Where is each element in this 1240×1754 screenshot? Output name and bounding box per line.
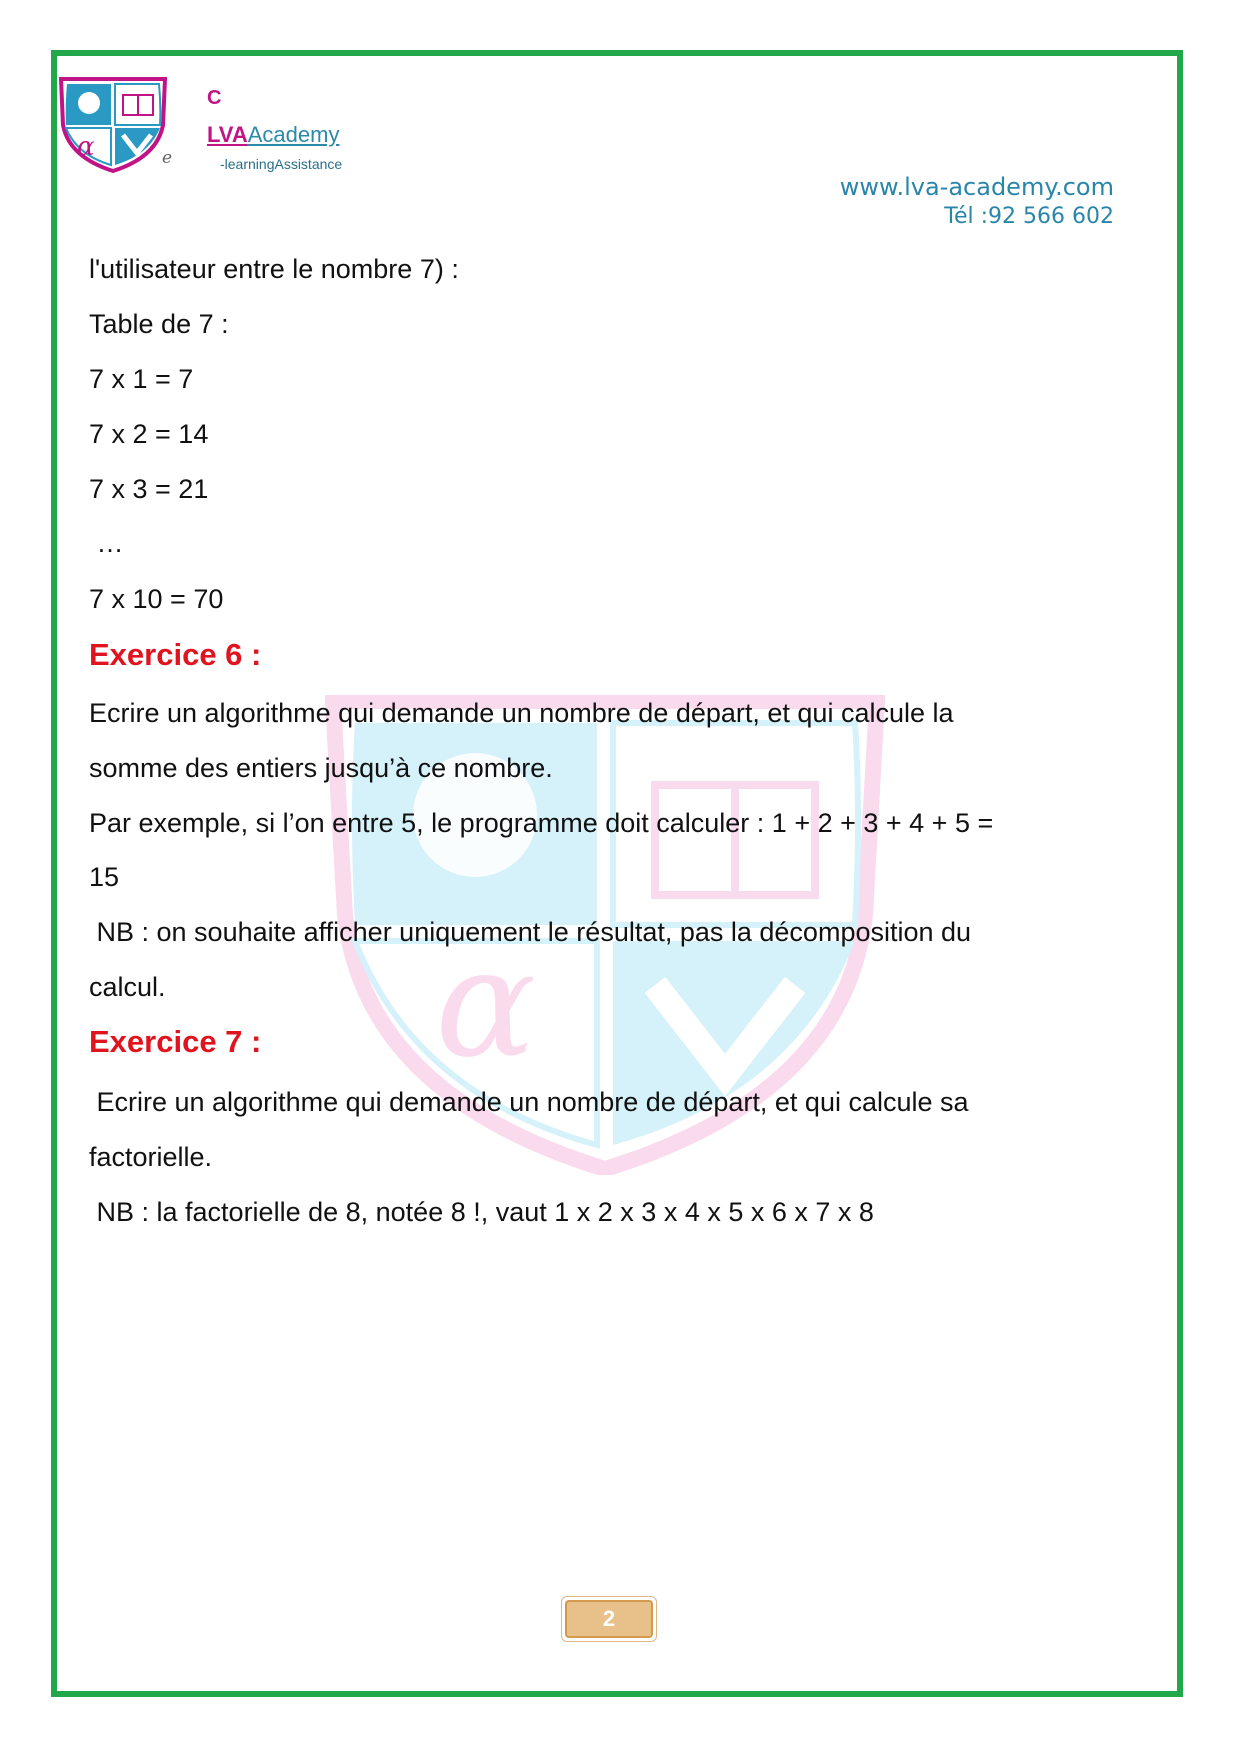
table-row: 7 x 2 = 14 — [89, 419, 209, 449]
page-number: 2 — [565, 1600, 653, 1638]
exercise6-line: calcul. — [89, 972, 166, 1002]
table-row: 7 x 3 = 21 — [89, 474, 209, 504]
phone-number: Tél :92 566 602 — [944, 204, 1114, 229]
exercise7-title: Exercice 7 : — [89, 1024, 262, 1059]
brand-e-letter: e — [162, 148, 173, 168]
brand-name — [207, 122, 339, 148]
website-link[interactable]: www.lva-academy.com — [839, 173, 1114, 201]
exercise7-line: Ecrire un algorithme qui demande un nombre de départ, et qui calcule sa — [89, 1087, 969, 1117]
brand-lva: LVA — [207, 122, 248, 147]
exercise7-line: factorielle. — [89, 1142, 213, 1172]
exercise6-line: Ecrire un algorithme qui demande un nombre de départ, et qui calcule la — [89, 698, 954, 728]
svg-text:α: α — [77, 132, 95, 162]
exercise6-title: Exercice 6 : — [89, 637, 262, 672]
contact-block — [840, 172, 1114, 232]
exercise7-line: NB : la factorielle de 8, notée 8 !, vaut 1 x 2 x 3 x 4 x 5 x 6 x 7 x 8 — [89, 1197, 874, 1227]
table-row: 7 x 10 = 70 — [89, 584, 224, 614]
academy-shield-logo-icon — [57, 75, 169, 173]
table-ellipsis: … — [89, 528, 124, 558]
table-title: Table de 7 : — [89, 309, 229, 339]
brand-academy: Academy — [247, 122, 340, 147]
brand-tagline: -learningAssistance — [220, 156, 343, 172]
svg-text:α: α — [435, 917, 537, 1091]
exercise6-line: Par exemple, si l’on entre 5, le programme doit calculer : 1 + 2 + 3 + 4 + 5 = — [89, 808, 994, 838]
table-row: 7 x 1 = 7 — [89, 364, 194, 394]
intro-line: l'utilisateur entre le nombre 7) : — [89, 254, 459, 284]
exercise6-line: somme des entiers jusqu’à ce nombre. — [89, 753, 553, 783]
exercise6-line: NB : on souhaite afficher uniquement le résultat, pas la décomposition du — [89, 917, 972, 947]
exercise6-line: 15 — [89, 862, 120, 892]
brand-c-letter: C — [207, 87, 222, 109]
